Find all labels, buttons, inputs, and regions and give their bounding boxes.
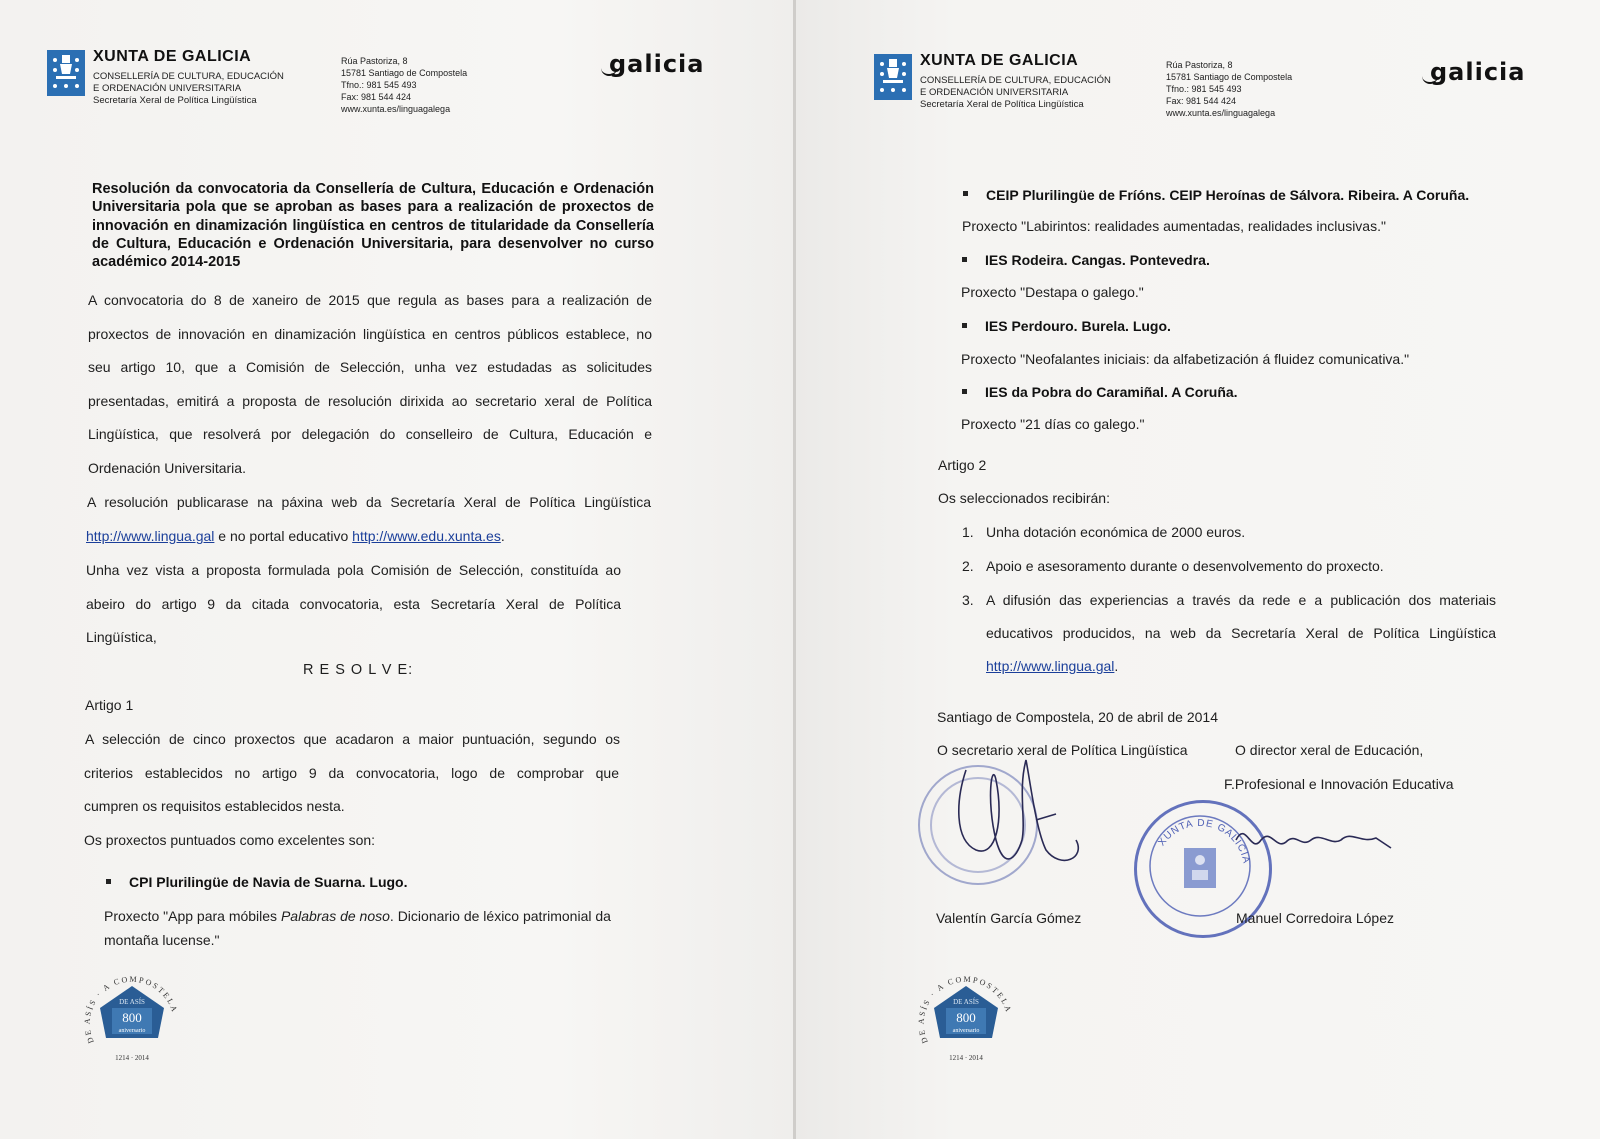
address-line: Fax: 981 544 424 [1166,96,1237,106]
address-block [1166,59,1292,119]
signer-2-role: O director xeral de Educación, [1235,742,1424,758]
letterhead [47,48,747,118]
text-line: seu artigo 10, que a Comisión de Selección, unha vez estudadas as solicitudes [88,359,652,375]
text-fragment: Proxecto "App para móbiles [104,908,281,924]
text-line: Unha vez vista a proposta formulada pola Comisión de Selección, constituída ao [86,562,621,578]
svg-text:DE ASÍS · A COMPOSTELA: DE ASÍS · A COMPOSTELA [82,974,180,1045]
address-line: 15781 Santiago de Compostela [1166,72,1293,82]
bullet-icon [962,389,967,394]
article-1-heading: Artigo 1 [85,697,134,713]
dept-line: Secretaría Xeral de Política Lingüística [93,95,257,106]
project-name: IES Rodeira. Cangas. Pontevedra. [985,252,1210,268]
edu-xunta-link[interactable]: http://www.edu.xunta.es [352,528,501,544]
resolve-heading: R E S O L V E: [303,662,414,678]
signer-2-role: F.Profesional e Innovación Educativa [1224,776,1454,792]
project-description: Proxecto "Labirintos: realidades aumentadas, realidades inclusivas." [962,218,1386,234]
address-line: Tfno.: 981 545 493 [1166,84,1242,94]
project-name: IES da Pobra do Caramiñal. A Coruña. [985,384,1238,400]
org-name: XUNTA DE GALICIA [93,48,252,65]
text-fragment-italic: Palabras de noso [280,908,390,924]
lingua-gal-link[interactable]: http://www.lingua.gal [986,658,1115,674]
xunta-crest-icon [47,50,85,96]
svg-text:1214 · 2014: 1214 · 2014 [949,1054,983,1062]
text-line: proxectos de innovación en dinamización lingüística en centros públicos establece, no [88,325,652,342]
list-number: 1. [962,524,974,540]
address-line: Rúa Pastoriza, 8 [341,56,408,66]
svg-text:800: 800 [122,1010,142,1025]
svg-text:800: 800 [956,1010,976,1025]
text-line: Ordenación Universitaria. [88,460,246,476]
dept-line: CONSELLERÍA DE CULTURA, EDUCACIÓN [93,71,284,82]
paragraph-convocatoria [88,292,652,460]
signer-1-name: Valentín García Gómez [936,910,1082,926]
list-number: 3. [962,592,974,608]
text-line: cumpren os requisitos establecidos nesta. [84,798,345,814]
text-line: Os seleccionados recibirán: [938,490,1110,506]
svg-text:aniversario: aniversario [952,1028,980,1034]
svg-text:DE ASÍS: DE ASÍS [953,998,979,1006]
dept-line: CONSELLERÍA DE CULTURA, EDUCACIÓN [920,75,1111,86]
text-line: presentadas, emitirá a proposta de resolución dirixida ao secretario xeral de Política [88,392,652,409]
text-line: Lingüística, [86,629,157,645]
list-number: 2. [962,558,974,574]
text-line: educativos producidos, na web da Secretaría Xeral de Política Lingüística [986,625,1496,641]
bullet-icon [106,879,111,884]
address-line: Fax: 981 544 424 [341,92,412,102]
project-description: Proxecto "Neofalantes iniciais: da alfabetización á fluidez comunicativa." [961,351,1410,367]
text-fragment: . [500,528,505,544]
paragraph-links [86,528,505,544]
address-block [341,55,467,115]
project-description [104,908,650,924]
text-line: A selección de cinco proxectos que acadaron a maior puntuación, segundo os [85,731,620,747]
bullet-icon [962,323,967,328]
text-line: A resolución publicarase na páxina web da Secretaría Xeral de Política Lingüística [87,494,651,510]
letterhead [874,52,1574,122]
bullet-icon [962,257,967,262]
address-line: Rúa Pastoriza, 8 [1166,60,1233,70]
svg-text:DE ASÍS: DE ASÍS [119,998,145,1006]
address-line: Tfno.: 981 545 493 [341,80,417,90]
svg-text:XUNTA DE GALICIA: XUNTA DE GALICIA [1156,817,1252,866]
project-name: IES Perdouro. Burela. Lugo. [985,318,1171,334]
text-fragment: . [1114,658,1119,674]
list-item: Unha dotación económica de 2000 euros. [986,524,1246,540]
signer-2-name: Manuel Corredoira López [1236,910,1394,926]
svg-text:DE ASÍS · A COMPOSTELA: DE ASÍS · A COMPOSTELA [916,974,1014,1045]
address-line: 15781 Santiago de Compostela [341,68,468,78]
address-line: www.xunta.es/linguagalega [341,104,451,114]
text-line: montaña lucense." [104,932,220,948]
bullet-icon [963,191,968,196]
place-date: Santiago de Compostela, 20 de abril de 2014 [937,709,1218,725]
text-line: Os proxectos puntuados como excelentes son: [84,832,376,848]
project-name: CEIP Plurilingüe de Fríóns. CEIP Heroínas de Sálvora. Ribeira. A Coruña. [986,187,1470,203]
text-fragment: e no portal educativo [214,528,353,544]
resolution-title: Resolución da convocatoria da Consellería de Cultura, Educación e Ordenación Universitaria pola que se aproban as bases para a realización de proxectos de innovación en dinamización lingüística en centros de titularidade da Consellería de Cultura, Educación e Ordenación Universitaria, para desenvolver no curso académico 2014-2015 [92,181,654,271]
org-name: XUNTA DE GALICIA [920,52,1079,69]
project-description: Proxecto "21 días co galego." [961,416,1145,432]
signer-1-role: O secretario xeral de Política Lingüística [937,742,1188,758]
dept-line: Secretaría Xeral de Política Lingüística [920,99,1084,110]
list-item: Apoio e asesoramento durante o desenvolvemento do proxecto. [986,558,1384,574]
svg-text:aniversario: aniversario [118,1028,146,1034]
galicia-brand-logo: galicia [1430,58,1526,86]
article-2-heading: Artigo 2 [938,457,987,473]
text-line: Lingüística, que resolverá por delegación do conselleiro de Cultura, Educación e [88,426,652,442]
galicia-brand-logo: galicia [609,50,705,78]
document-page-left [0,0,793,1139]
text-line: A convocatoria do 8 de xaneiro de 2015 que regula as bases para a realización de [88,292,652,308]
project-description: Proxecto "Destapa o galego." [961,284,1144,300]
svg-text:1214 · 2014: 1214 · 2014 [115,1054,149,1062]
address-line: www.xunta.es/linguagalega [1166,108,1276,118]
dept-line: E ORDENACIÓN UNIVERSITARIA [920,87,1069,98]
project-name: CPI Plurilingüe de Navia de Suarna. Lugo. [129,874,408,890]
lingua-gal-link[interactable]: http://www.lingua.gal [86,528,215,544]
xunta-crest-icon [874,54,912,100]
anniversary-seal-logo [914,960,1018,1064]
text-line: criterios establecidos no artigo 9 da convocatoria, logo de comprobar que [84,765,619,781]
item-link-line [986,658,1118,674]
text-line: abeiro do artigo 9 da citada convocatoria, esta Secretaría Xeral de Política [86,596,621,612]
text-fragment: . Dicionario de léxico patrimonial da [389,908,611,924]
list-item: A difusión das experiencias a través da rede e a publicación dos materiais [986,592,1496,608]
document-page-right [796,0,1600,1139]
anniversary-seal-logo [80,960,184,1064]
signature-2-icon [1226,810,1396,870]
signature-1-icon [926,740,1096,890]
dept-line: E ORDENACIÓN UNIVERSITARIA [93,83,242,94]
